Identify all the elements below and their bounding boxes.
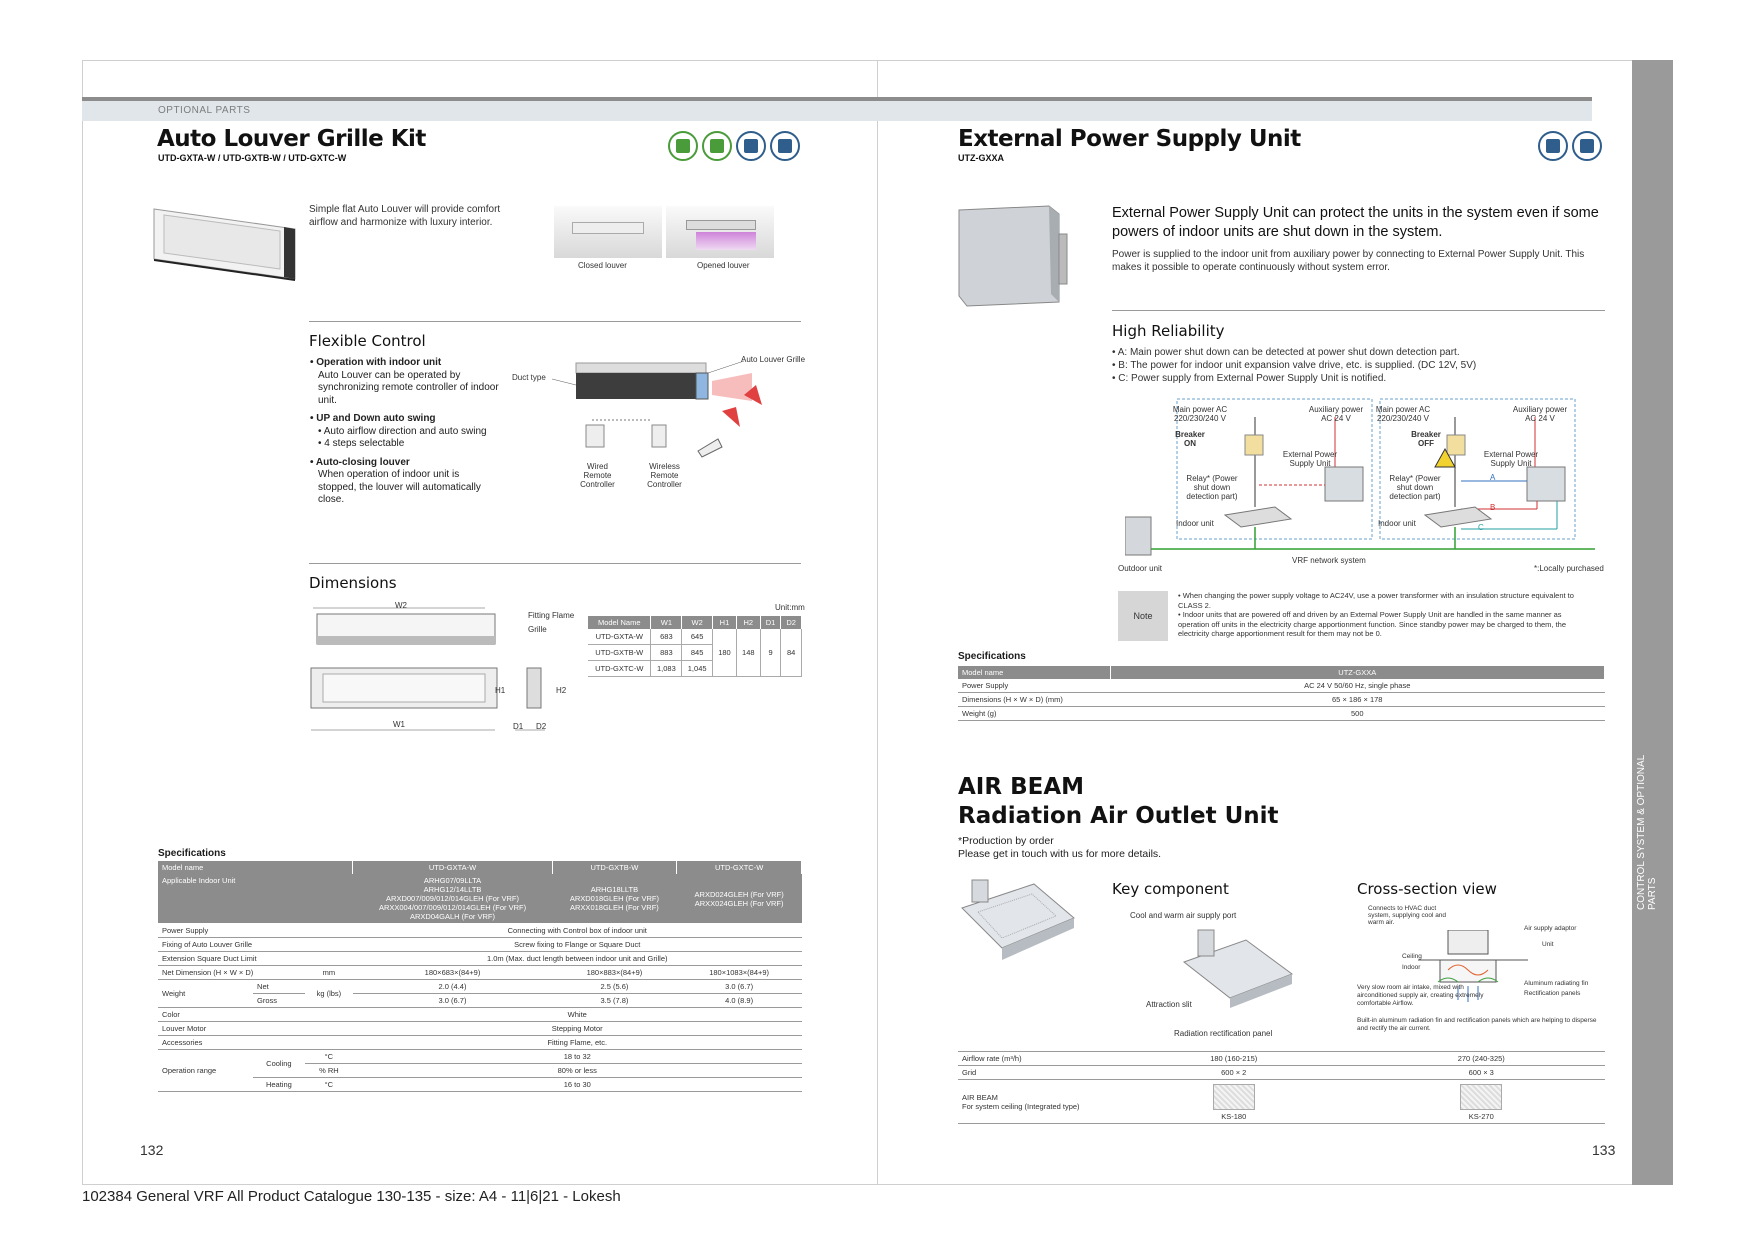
- cell: Applicable Indoor Unit: [158, 874, 353, 924]
- col-header: Model Name: [588, 616, 651, 629]
- side-tab-label: CONTROL SYSTEM & OPTIONAL PARTS: [1636, 755, 1658, 910]
- col-header: Model name: [158, 861, 353, 874]
- cell: 1,045: [682, 661, 713, 677]
- list-item: • C: Power supply from External Power Supply Unit is notified.: [1112, 373, 1387, 384]
- cell: Accessories: [158, 1036, 353, 1050]
- cell: 1,083: [651, 661, 682, 677]
- print-slug: 102384 General VRF All Product Catalogue 130-135 - size: A4 - 11|6|21 - Lokesh: [82, 1188, 621, 1205]
- spec-table-left: [158, 861, 802, 1092]
- attraction-slit-label: Attraction slit: [1146, 1000, 1192, 1009]
- table-row: [958, 693, 1605, 707]
- bullet-body: • Auto airflow direction and auto swing • 4 steps selectable: [318, 425, 487, 449]
- residential-icon: [668, 131, 698, 161]
- cell: Gross: [253, 994, 305, 1008]
- cell: Extension Square Duct Limit: [158, 952, 353, 966]
- office-building-icon: [770, 131, 800, 161]
- feature-icons-left: [668, 131, 800, 161]
- home-building-icon: [702, 131, 732, 161]
- production-note: *Production by order: [958, 835, 1054, 847]
- cell: Net: [253, 980, 305, 994]
- cell: AC 24 V 50/60 Hz, single phase: [1110, 679, 1605, 693]
- key-component-diagram: [1180, 928, 1298, 1010]
- cell: 148: [736, 629, 760, 677]
- cell: Fixing of Auto Louver Grille: [158, 938, 353, 952]
- page-number-left: 132: [140, 1142, 164, 1158]
- table-row: [158, 924, 802, 938]
- model-name: UTZ-GXXA: [958, 153, 1004, 163]
- table-row: [958, 679, 1605, 693]
- cell: [1358, 1080, 1606, 1124]
- table-row: [158, 1050, 802, 1064]
- breaker-on-label: Breaker ON: [1175, 430, 1205, 448]
- cell: 600 × 3: [1358, 1066, 1606, 1080]
- grille-label: Grille: [528, 625, 547, 634]
- table-row: [158, 1078, 802, 1092]
- relay-label: Relay* (Power shut down detection part): [1186, 474, 1238, 501]
- duct-type-label: Duct type: [512, 373, 546, 382]
- louver-grille-image: [152, 203, 297, 281]
- cell: [1110, 1080, 1358, 1124]
- vrf-network-label: VRF network system: [1292, 556, 1366, 565]
- h1-label: H1: [495, 686, 506, 695]
- table-row: [158, 994, 802, 1008]
- ext-unit-label: External Power Supply Unit: [1483, 450, 1539, 468]
- dimensions-drawing: [309, 600, 574, 735]
- table-row: [158, 952, 802, 966]
- outdoor-unit-label: Outdoor unit: [1118, 564, 1163, 573]
- d2-label: D2: [536, 722, 547, 731]
- col-header: Model name: [958, 666, 1110, 679]
- cell: ARXD024GLEH (For VRF) ARXX024GLEH (For VRF): [677, 874, 802, 924]
- table-row: [158, 1036, 802, 1050]
- cell: 180: [713, 629, 737, 677]
- flexible-control-list: [310, 357, 500, 507]
- indoor-unit-label: Indoor unit: [1378, 519, 1416, 528]
- cell: 180 (160-215): [1110, 1052, 1358, 1066]
- indoor-unit-label: Indoor unit: [1176, 519, 1214, 528]
- cell: mm: [305, 966, 353, 980]
- wireless-remote-label: Wireless Remote Controller: [647, 462, 682, 489]
- bullet-body: Auto Louver can be operated by synchronizing remote controller of indoor unit.: [318, 369, 499, 406]
- ceiling-label: Ceiling: [1402, 953, 1422, 960]
- list-item: • B: The power for indoor unit expansion valve drive, etc. is supplied. (DC 12V, 5V): [1112, 360, 1477, 371]
- cell: Grid: [958, 1066, 1110, 1080]
- side-tab: [1632, 60, 1673, 1185]
- table-row: [588, 629, 802, 645]
- cell: White: [353, 1008, 802, 1022]
- cell: Stepping Motor: [353, 1022, 802, 1036]
- hvac-label: Connects to HVAC duct system, supplying cool and warm air.: [1368, 905, 1447, 926]
- rectification-panels-label: Rectification panels: [1524, 990, 1581, 997]
- cell: % RH: [305, 1064, 353, 1078]
- divider: [1112, 310, 1605, 311]
- col-header: H1: [713, 616, 737, 629]
- office-building-icon: [1572, 131, 1602, 161]
- divider: [309, 563, 801, 564]
- model-label: KS-180: [1221, 1112, 1247, 1121]
- spec-table-right: [958, 666, 1605, 721]
- intro-text: Simple flat Auto Louver will provide comfort airflow and harmonize with luxury interior.: [309, 204, 501, 228]
- vrf-building-icon: [736, 131, 766, 161]
- cell: Weight: [158, 980, 253, 1008]
- rectification-panel-label: Radiation rectification panel: [1174, 1029, 1273, 1038]
- divider: [309, 321, 801, 322]
- cross-section-heading: Cross-section view: [1357, 880, 1497, 898]
- w1-label: W1: [393, 720, 405, 729]
- cell: 80% or less: [353, 1064, 802, 1078]
- power-supply-unit-image: [955, 204, 1070, 308]
- cell: 84: [781, 629, 802, 677]
- cell: 18 to 32: [353, 1050, 802, 1064]
- cell: 4.0 (8.9): [677, 994, 802, 1008]
- ks180-image: [1213, 1084, 1255, 1110]
- cell: 3.0 (6.7): [677, 980, 802, 994]
- table-row: [958, 1052, 1605, 1066]
- cell: 2.0 (4.4): [353, 980, 552, 994]
- table-row: [158, 874, 802, 924]
- cell: 180×883×(84+9): [552, 966, 677, 980]
- airbeam-image: [958, 878, 1078, 968]
- fitting-flame-label: Fitting Flame: [528, 611, 575, 620]
- cell: 65 × 186 × 178: [1110, 693, 1605, 707]
- table-row: [958, 1066, 1605, 1080]
- cell: °C: [305, 1050, 353, 1064]
- dimensions-table: [588, 616, 802, 677]
- cell: kg (lbs): [305, 980, 353, 1008]
- note-item: • Indoor units that are powered off and driven by an External Power Supply Unit are handled in the same manner as operation off units in the electricity charge apportionment function. Since standby power may be charged to them, the electricity charge apportionment result for them may not be 0.: [1178, 610, 1567, 638]
- auto-louver-grille-label: Auto Louver Grille: [741, 355, 806, 364]
- center-gutter: [877, 60, 878, 1185]
- col-header: W1: [651, 616, 682, 629]
- closed-louver-caption: Closed louver: [578, 261, 627, 270]
- cell: 2.5 (5.6): [552, 980, 677, 994]
- bullet-body: When operation of indoor unit is stopped, the louver will automatically close.: [318, 469, 481, 505]
- bullet-title: • Auto-closing louver: [310, 456, 410, 468]
- indoor-label: Indoor: [1402, 964, 1421, 971]
- note-box: Note: [1118, 591, 1168, 641]
- top-band: [82, 101, 1592, 121]
- table-row: [158, 1022, 802, 1036]
- col-header: UTD-GXTC-W: [677, 861, 802, 874]
- table-row: [958, 1080, 1605, 1124]
- cell: 1.0m (Max. duct length between indoor unit and Grille): [353, 952, 802, 966]
- model-list: UTD-GXTA-W / UTD-GXTB-W / UTD-GXTC-W: [158, 153, 347, 163]
- cell: 683: [651, 629, 682, 645]
- path-c-label: C: [1478, 523, 1484, 532]
- note-text: [1178, 591, 1578, 639]
- cell: 645: [682, 629, 713, 645]
- cell: ARHG18LLTB ARXD018GLEH (For VRF) ARXX018GLEH (For VRF): [552, 874, 677, 924]
- w2-label: W2: [395, 601, 407, 610]
- lead-text: External Power Supply Unit can protect the units in the system even if some powers of indoor units are shut down in the system.: [1112, 205, 1599, 240]
- cell: UTD-GXTC-W: [588, 661, 651, 677]
- aux-power-label: Auxiliary power AC 24 V: [1308, 405, 1364, 423]
- supply-port-label: Cool and warm air supply port: [1130, 911, 1237, 920]
- page-title-left: Auto Louver Grille Kit: [157, 126, 426, 152]
- col-header: UTD-GXTB-W: [552, 861, 677, 874]
- cell: Power Supply: [958, 679, 1110, 693]
- breaker-off-label: Breaker OFF: [1411, 430, 1441, 448]
- cell: Weight (g): [958, 707, 1110, 721]
- contact-note: Please get in touch with us for more details.: [958, 848, 1162, 860]
- airbeam-subtitle: Radiation Air Outlet Unit: [958, 803, 1279, 829]
- cell: 9: [760, 629, 781, 677]
- path-a-label: A: [1490, 473, 1496, 482]
- col-header: H2: [736, 616, 760, 629]
- col-header: D2: [781, 616, 802, 629]
- key-component-heading: Key component: [1112, 880, 1229, 898]
- cell: 883: [651, 645, 682, 661]
- cell: 3.0 (6.7): [353, 994, 552, 1008]
- feature-icons-right: [1538, 131, 1602, 161]
- opened-louver-caption: Opened louver: [697, 261, 750, 270]
- high-reliability-heading: High Reliability: [1112, 322, 1225, 340]
- cell: °C: [305, 1078, 353, 1092]
- table-row: [158, 938, 802, 952]
- cell: 270 (240-325): [1358, 1052, 1606, 1066]
- col-header: W2: [682, 616, 713, 629]
- d1-label: D1: [513, 722, 524, 731]
- reliability-list: [1112, 346, 1592, 385]
- cell: Power Supply: [158, 924, 353, 938]
- cell: ARHG07/09LLTA ARHG12/14LLTB ARXD007/009/012/014GLEH (For VRF) ARXX004/007/009/012/014GLEH (For VRF) ARXD04GALH (For VRF): [353, 874, 552, 924]
- table-row: [158, 1008, 802, 1022]
- table-row: [158, 980, 802, 994]
- spec-heading-right: Specifications: [958, 651, 1026, 662]
- note-item: • When changing the power supply voltage to AC24V, use a power transformer with an insulation structure equivalent to CLASS 2.: [1178, 591, 1574, 610]
- list-item: • A: Main power shut down can be detected at power shut down detection part.: [1112, 347, 1460, 358]
- aux-power-label: Auxiliary power AC 24 V: [1512, 405, 1568, 423]
- relay-label: Relay* (Power shut down detection part): [1389, 474, 1441, 501]
- col-header: UTD-GXTA-W: [353, 861, 552, 874]
- cell: Color: [158, 1008, 353, 1022]
- col-header: D1: [760, 616, 781, 629]
- vrf-building-icon: [1538, 131, 1568, 161]
- cell: AIR BEAM For system ceiling (Integrated type): [958, 1080, 1110, 1124]
- main-power-label: Main power AC 220/230/240 V: [1172, 405, 1228, 423]
- cell: Louver Motor: [158, 1022, 353, 1036]
- cell: 3.5 (7.8): [552, 994, 677, 1008]
- air-supply-adaptor-label: Air supply adaptor: [1524, 925, 1577, 932]
- cell: Cooling: [253, 1050, 305, 1078]
- main-power-label: Main power AC 220/230/240 V: [1375, 405, 1431, 423]
- cell: Net Dimension (H × W × D): [158, 966, 305, 980]
- cell: Screw fixing to Flange or Square Duct: [353, 938, 802, 952]
- spec-heading-left: Specifications: [158, 848, 226, 859]
- cell: 16 to 30: [353, 1078, 802, 1092]
- unit-part-label: Unit: [1542, 941, 1554, 948]
- cell: UTD-GXTB-W: [588, 645, 651, 661]
- locally-purchased-label: *:Locally purchased: [1534, 564, 1604, 573]
- opened-louver-image: [666, 206, 774, 258]
- model-label: KS-270: [1468, 1112, 1494, 1121]
- ks270-image: [1460, 1084, 1502, 1110]
- h2-label: H2: [556, 686, 567, 695]
- cell: Heating: [253, 1078, 305, 1092]
- path-b-label: B: [1490, 503, 1496, 512]
- cell: 600 × 2: [1110, 1066, 1358, 1080]
- builtin-note: Built-in aluminum radiation fin and rectification panels which are helping to disperse and rectify the air current.: [1357, 1017, 1597, 1032]
- cell: UTD-GXTA-W: [588, 629, 651, 645]
- cell: Dimensions (H × W × D) (mm): [958, 693, 1110, 707]
- intake-note: Very slow room air intake, mixed with airconditioned supply air, creating extremely comfortable Airflow.: [1357, 984, 1484, 1007]
- closed-louver-image: [554, 206, 662, 258]
- cell: 180×1083×(84+9): [677, 966, 802, 980]
- cell: Airflow rate (m³/h): [958, 1052, 1110, 1066]
- page-title-right: External Power Supply Unit: [958, 126, 1301, 152]
- airbeam-table: [958, 1051, 1605, 1124]
- table-row: [958, 707, 1605, 721]
- dimensions-heading: Dimensions: [309, 574, 397, 592]
- table-row: [158, 966, 802, 980]
- bullet-title: • Operation with indoor unit: [310, 357, 442, 368]
- airbeam-title: AIR BEAM: [958, 774, 1085, 800]
- cell: 180×683×(84+9): [353, 966, 552, 980]
- flexible-control-heading: Flexible Control: [309, 332, 426, 350]
- ext-unit-label: External Power Supply Unit: [1282, 450, 1338, 468]
- col-header: UTZ-GXXA: [1110, 666, 1605, 679]
- cell: Fitting Flame, etc.: [353, 1036, 802, 1050]
- unit-label: Unit:mm: [775, 603, 805, 612]
- cell: Operation range: [158, 1050, 253, 1092]
- lead-body: Power is supplied to the indoor unit from auxiliary power by connecting to External Power Supply Unit. This makes it possible to operate continuously without system error.: [1112, 249, 1585, 273]
- cell: 845: [682, 645, 713, 661]
- wired-remote-label: Wired Remote Controller: [580, 462, 615, 489]
- cell: 500: [1110, 707, 1605, 721]
- cell: Connecting with Control box of indoor unit: [353, 924, 802, 938]
- radiating-fin-label: Aluminum radiating fin: [1524, 980, 1589, 987]
- bullet-title: • UP and Down auto swing: [310, 413, 436, 424]
- section-label: OPTIONAL PARTS: [158, 105, 251, 116]
- page-number-right: 133: [1592, 1142, 1616, 1158]
